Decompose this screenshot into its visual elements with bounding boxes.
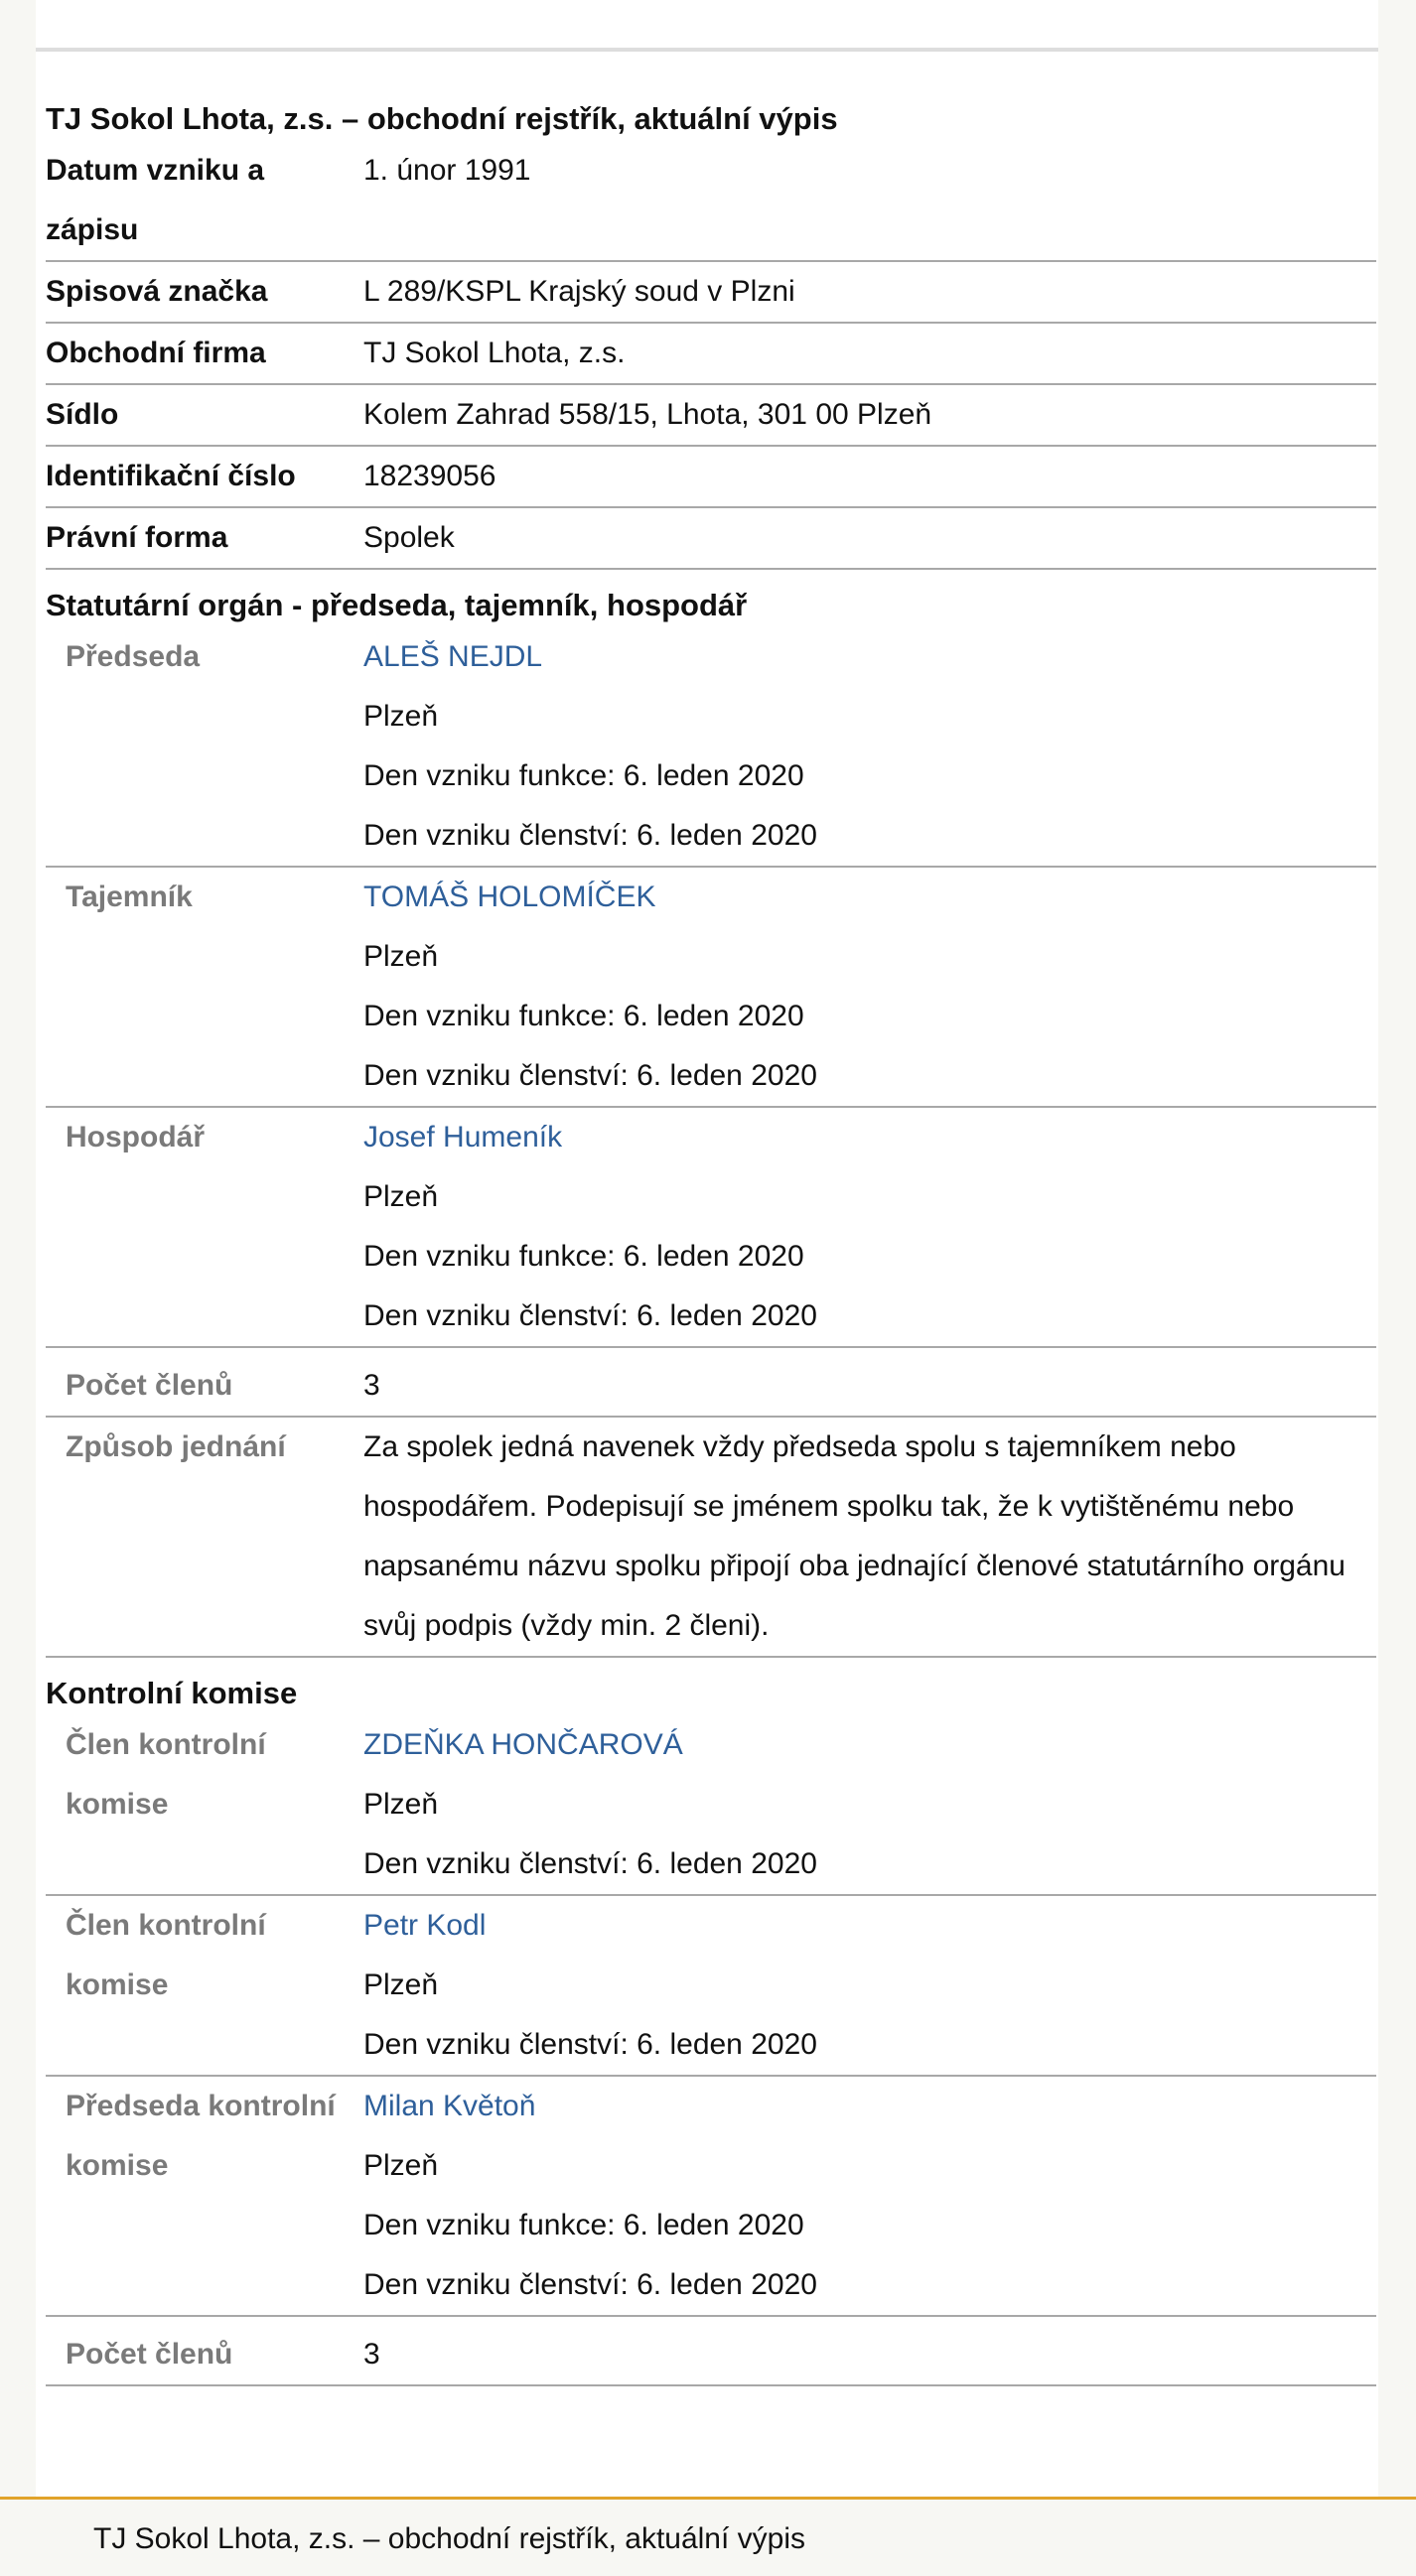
member-row <box>46 1108 1376 1348</box>
member-name-link[interactable]: Milan Květoň <box>363 2090 536 2122</box>
member-count-row <box>46 2317 1376 2386</box>
member-name-link[interactable]: Josef Humeník <box>363 1121 563 1153</box>
member-date: Den vzniku členství: 6. leden 2020 <box>363 2268 817 2301</box>
member-role: Tajemník <box>66 881 193 913</box>
info-value: TJ Sokol Lhota, z.s. <box>363 337 626 369</box>
member-date: Den vzniku funkce: 6. leden 2020 <box>363 1000 804 1032</box>
member-details <box>363 1715 1376 1894</box>
info-row-id-number <box>46 447 1376 508</box>
member-role: Hospodář <box>66 1121 206 1153</box>
member-row <box>46 2077 1376 2317</box>
member-row <box>46 627 1376 868</box>
member-name-link[interactable]: ZDEŇKA HONČAROVÁ <box>363 1728 683 1761</box>
info-label: Spisová značka <box>46 275 268 308</box>
info-label: Právní forma <box>46 521 228 554</box>
member-date: Den vzniku členství: 6. leden 2020 <box>363 1847 817 1880</box>
top-divider <box>36 48 1378 52</box>
member-city: Plzeň <box>363 1180 439 1213</box>
section-heading-control: Kontrolní komise <box>46 1676 298 1710</box>
footer-bar <box>0 2497 1416 2576</box>
member-role: Člen kontrolní komise <box>66 1728 266 1821</box>
member-row <box>46 868 1376 1108</box>
member-details <box>363 868 1376 1106</box>
member-count-label: Počet členů <box>66 2338 233 2371</box>
info-row-company-name <box>46 324 1376 385</box>
member-details <box>363 2077 1376 2315</box>
member-row <box>46 1715 1376 1896</box>
info-row-address <box>46 385 1376 447</box>
member-details <box>363 1896 1376 2075</box>
member-date: Den vzniku členství: 6. leden 2020 <box>363 1299 817 1332</box>
member-city: Plzeň <box>363 2149 439 2182</box>
member-date: Den vzniku členství: 6. leden 2020 <box>363 1059 817 1092</box>
info-row-legal-form <box>46 508 1376 570</box>
member-date: Den vzniku členství: 6. leden 2020 <box>363 2028 817 2061</box>
member-role: Předseda kontrolní komise <box>66 2090 336 2182</box>
member-details <box>363 1108 1376 1346</box>
member-city: Plzeň <box>363 1788 439 1821</box>
footer-title: TJ Sokol Lhota, z.s. – obchodní rejstřík, aktuální výpis <box>93 2522 806 2555</box>
info-value: Spolek <box>363 521 455 554</box>
info-value: L 289/KSPL Krajský soud v Plzni <box>363 275 795 308</box>
member-city: Plzeň <box>363 700 439 733</box>
member-date: Den vzniku funkce: 6. leden 2020 <box>363 2209 804 2241</box>
member-date: Den vzniku funkce: 6. leden 2020 <box>363 759 804 792</box>
page-title: TJ Sokol Lhota, z.s. – obchodní rejstřík, aktuální výpis <box>46 101 838 136</box>
member-count-row <box>46 1348 1376 1418</box>
info-row-file-number <box>46 262 1376 324</box>
info-value: 1. únor 1991 <box>363 154 531 187</box>
conduct-text: Za spolek jedná navenek vždy předseda spolu s tajemníkem nebo hospodářem. Podepisují se jménem spolku tak, že k vytištěnému nebo napsanému názvu spolku připojí oba jednající členové statutárního orgánu svůj podpis (vždy min. 2 členi). <box>363 1430 1345 1642</box>
info-row-founding <box>46 141 1376 262</box>
member-row <box>46 1896 1376 2077</box>
info-value: Kolem Zahrad 558/15, Lhota, 301 00 Plzeň <box>363 398 932 431</box>
member-role: Předseda <box>66 640 201 673</box>
member-date: Den vzniku funkce: 6. leden 2020 <box>363 1240 804 1273</box>
member-name-link[interactable]: ALEŠ NEJDL <box>363 640 543 673</box>
info-label: Obchodní firma <box>46 337 266 369</box>
content <box>46 97 1376 2386</box>
conduct-row <box>46 1418 1376 1658</box>
member-details <box>363 627 1376 866</box>
register-extract-page <box>36 0 1378 2497</box>
member-name-link[interactable]: Petr Kodl <box>363 1909 487 1942</box>
member-date: Den vzniku členství: 6. leden 2020 <box>363 819 817 852</box>
member-count-value: 3 <box>363 2338 380 2371</box>
member-city: Plzeň <box>363 940 439 973</box>
section-heading-statutory: Statutární orgán - předseda, tajemník, hospodář <box>46 588 748 622</box>
member-name-link[interactable]: TOMÁŠ HOLOMÍČEK <box>363 881 656 913</box>
info-value: 18239056 <box>363 460 496 492</box>
info-label: Identifikační číslo <box>46 460 296 492</box>
info-label: Datum vzniku a zápisu <box>46 154 265 246</box>
member-count-value: 3 <box>363 1369 380 1402</box>
member-count-label: Počet členů <box>66 1369 233 1402</box>
info-label: Sídlo <box>46 398 119 431</box>
member-city: Plzeň <box>363 1968 439 2001</box>
conduct-label: Způsob jednání <box>66 1430 286 1463</box>
member-role: Člen kontrolní komise <box>66 1909 266 2001</box>
